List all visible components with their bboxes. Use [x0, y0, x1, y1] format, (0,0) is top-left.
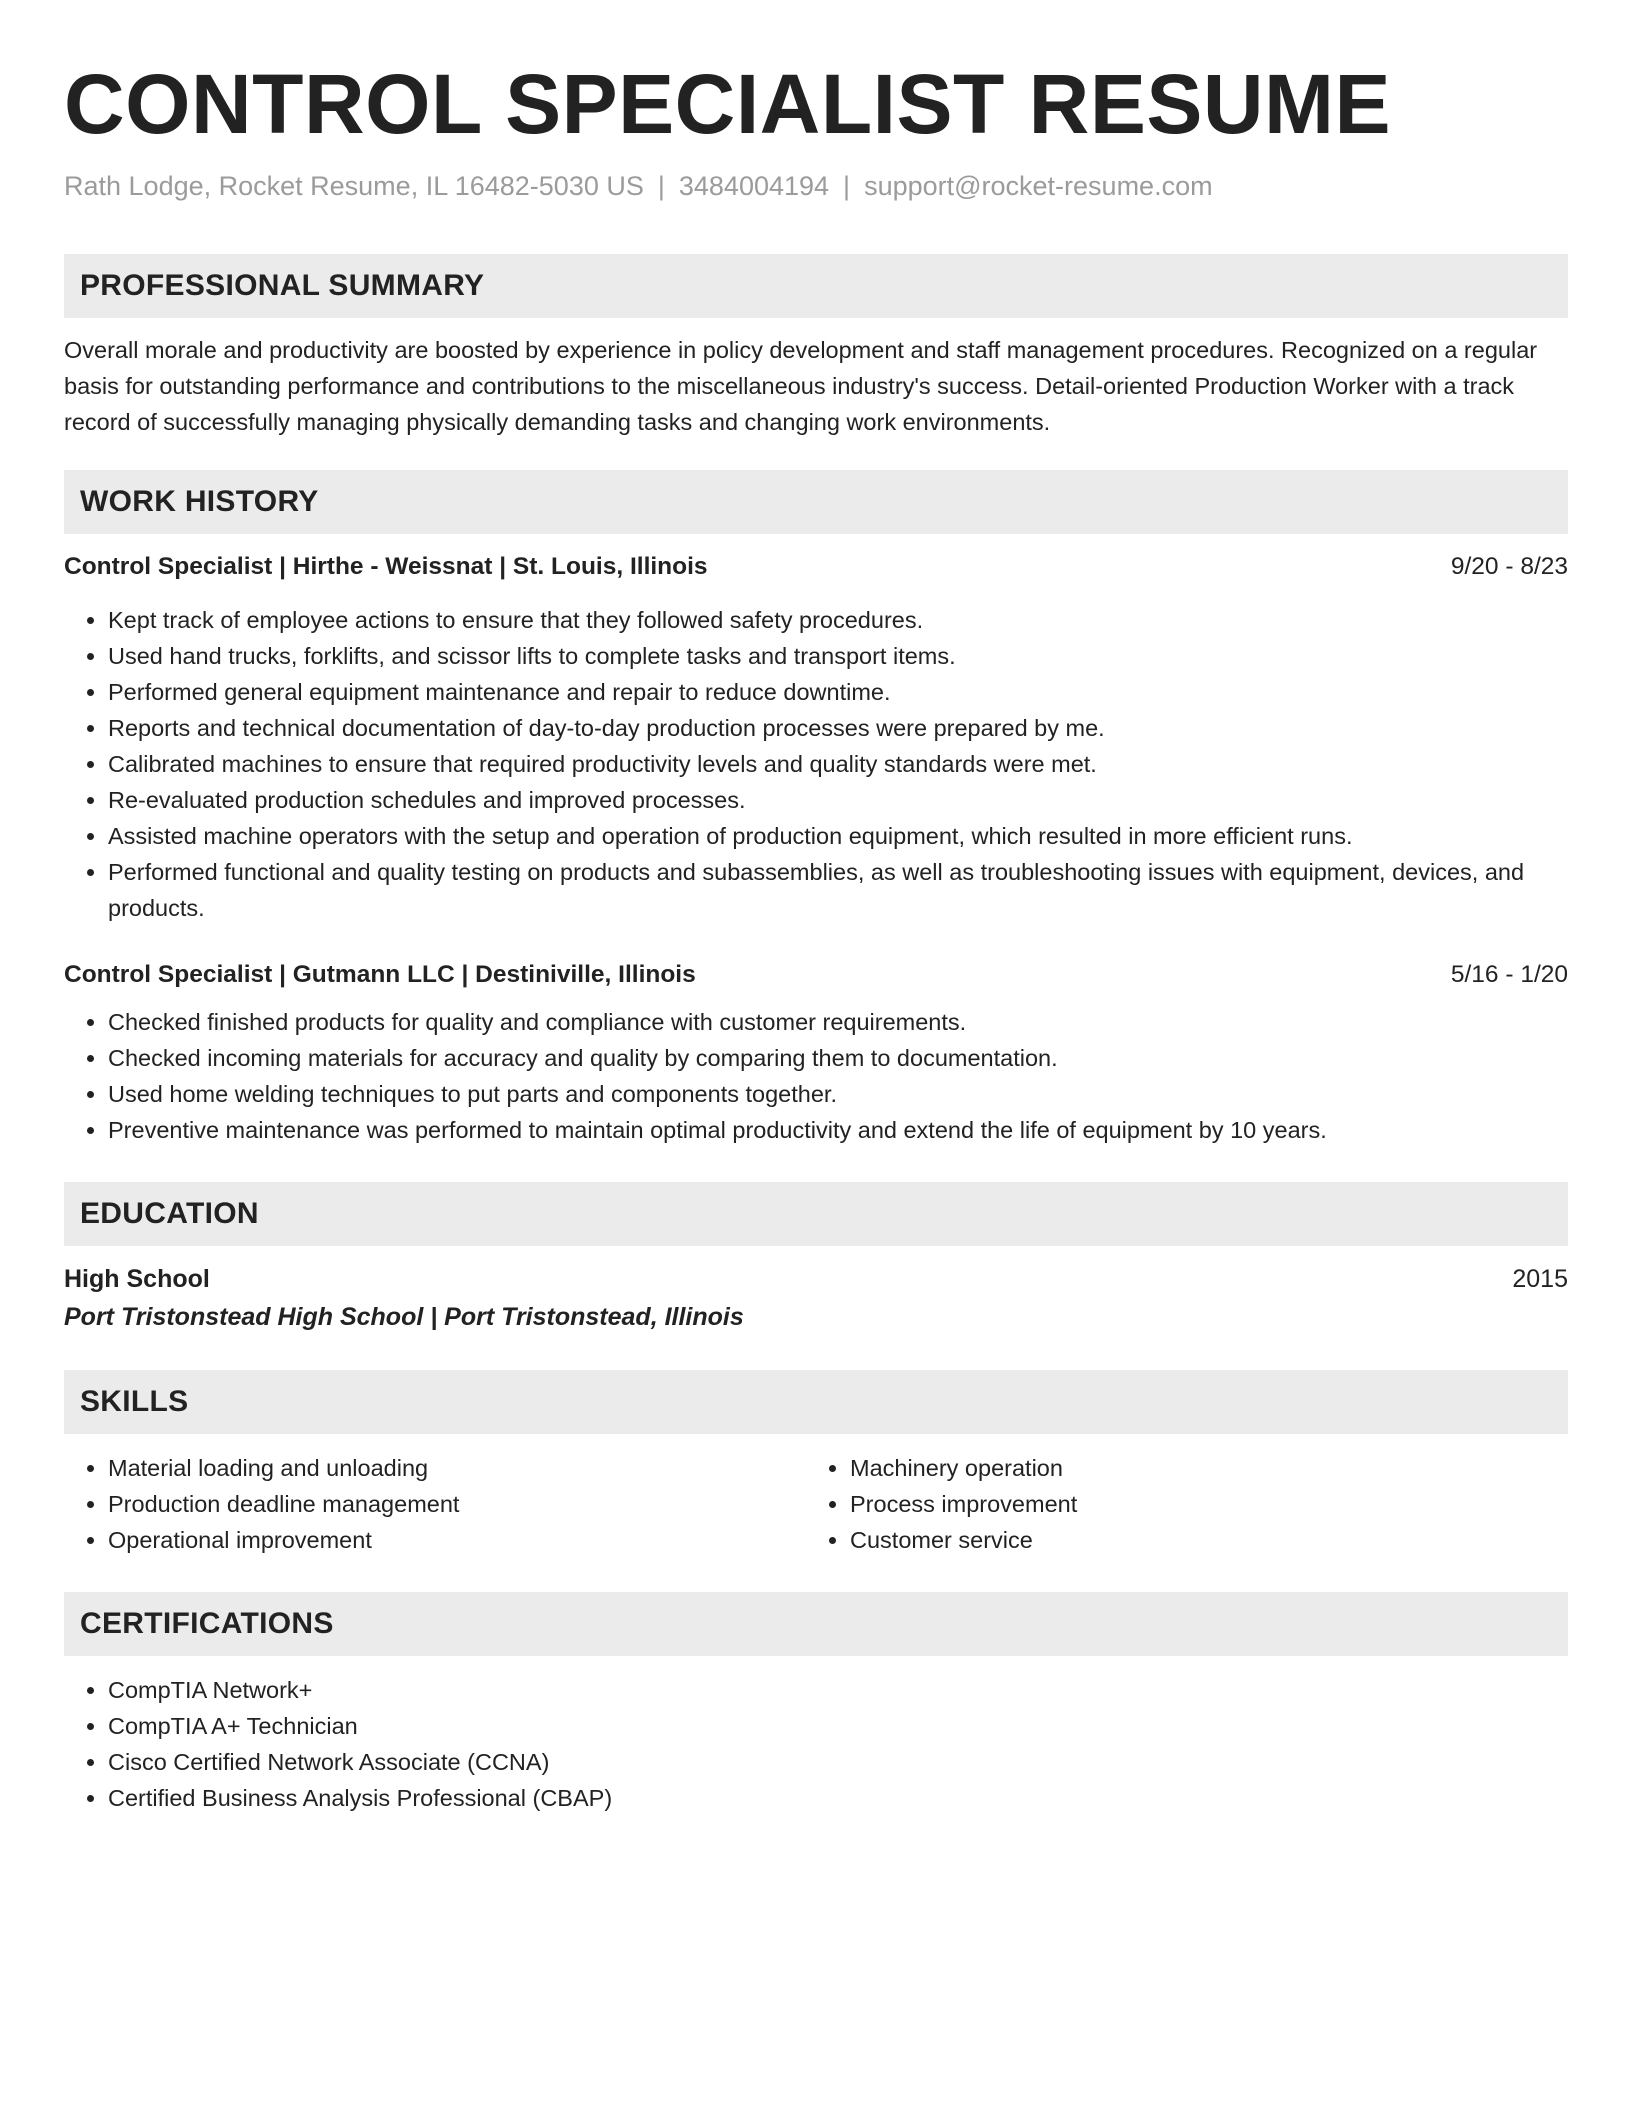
list-item: • Production deadline management	[108, 1486, 806, 1522]
job-header	[64, 550, 1568, 584]
section-header-skills: SKILLS	[64, 1370, 1568, 1434]
contact-line	[64, 168, 1568, 204]
contact-separator: |	[657, 171, 665, 201]
list-item: • Cisco Certified Network Associate (CCNA)	[108, 1744, 1568, 1780]
list-item: • Preventive maintenance was performed to maintain optimal productivity and extend the life of equipment by 10 years.	[108, 1112, 1568, 1148]
job-duties-list	[64, 602, 1568, 926]
job-duties-list	[64, 1004, 1568, 1148]
resume-title: CONTROL SPECIALIST RESUME	[64, 57, 1392, 151]
job-title: Control Specialist | Hirthe - Weissnat | St. Louis, Illinois	[64, 553, 708, 580]
list-item: • Calibrated machines to ensure that required productivity levels and quality standards were met.	[108, 746, 1568, 782]
list-item: • Used hand trucks, forklifts, and scissor lifts to complete tasks and transport items.	[108, 638, 1568, 674]
education-year: 2015	[1512, 1265, 1568, 1293]
list-item: • Re-evaluated production schedules and improved processes.	[108, 782, 1568, 818]
certifications-list	[64, 1672, 1568, 1816]
list-item: • Operational improvement	[108, 1522, 806, 1558]
contact-separator: |	[843, 171, 851, 201]
list-item: • Certified Business Analysis Professional (CBAP)	[108, 1780, 1568, 1816]
skills-list-left	[64, 1450, 806, 1558]
education-degree: High School	[64, 1265, 210, 1293]
list-item: • Used home welding techniques to put parts and components together.	[108, 1076, 1568, 1112]
section-header-education: EDUCATION	[64, 1182, 1568, 1246]
contact-address: Rath Lodge, Rocket Resume, IL 16482-5030 US	[64, 171, 644, 201]
list-item: • CompTIA Network+	[108, 1672, 1568, 1708]
contact-phone: 3484004194	[678, 171, 830, 201]
education-header	[64, 1260, 1568, 1298]
section-header-work-history: WORK HISTORY	[64, 470, 1568, 534]
list-item: • Kept track of employee actions to ensure that they followed safety procedures.	[108, 602, 1568, 638]
list-item: • Checked finished products for quality and compliance with customer requirements.	[108, 1004, 1568, 1040]
education-school: Port Tristonstead High School | Port Tristonstead, Illinois	[64, 1303, 744, 1331]
list-item: • Material loading and unloading	[108, 1450, 806, 1486]
section-header-certifications: CERTIFICATIONS	[64, 1592, 1568, 1656]
job-entry	[64, 550, 1568, 926]
list-item: • Process improvement	[850, 1486, 1548, 1522]
list-item: • Reports and technical documentation of day-to-day production processes were prepared by me.	[108, 710, 1568, 746]
section-header-summary: PROFESSIONAL SUMMARY	[64, 254, 1568, 318]
list-item: • Machinery operation	[850, 1450, 1548, 1486]
list-item: • Checked incoming materials for accuracy and quality by comparing them to documentation.	[108, 1040, 1568, 1076]
list-item: • Performed functional and quality testing on products and subassemblies, as well as troubleshooting issues with equipment, devices, and products.	[108, 854, 1568, 926]
job-dates: 5/16 - 1/20	[1450, 961, 1568, 988]
job-title: Control Specialist | Gutmann LLC | Destiniville, Illinois	[64, 961, 696, 988]
education-entry	[64, 1260, 1568, 1336]
contact-email: support@rocket-resume.com	[864, 171, 1213, 201]
skills-list-right	[806, 1450, 1548, 1558]
skills-grid	[64, 1434, 1568, 1558]
job-dates: 9/20 - 8/23	[1450, 553, 1568, 580]
list-item: • Assisted machine operators with the setup and operation of production equipment, which resulted in more efficient runs.	[108, 818, 1568, 854]
summary-text: Overall morale and productivity are boosted by experience in policy development and staff management procedures. Recognized on a regular basis for outstanding performance and contributions to the miscellaneous industry's success. Detail-oriented Production Worker with a track record of successfully managing physically demanding tasks and changing work environments.	[64, 337, 1538, 435]
list-item: • CompTIA A+ Technician	[108, 1708, 1568, 1744]
list-item: • Customer service	[850, 1522, 1548, 1558]
job-entry	[64, 958, 1568, 1148]
list-item: • Performed general equipment maintenance and repair to reduce downtime.	[108, 674, 1568, 710]
job-header	[64, 958, 1568, 992]
